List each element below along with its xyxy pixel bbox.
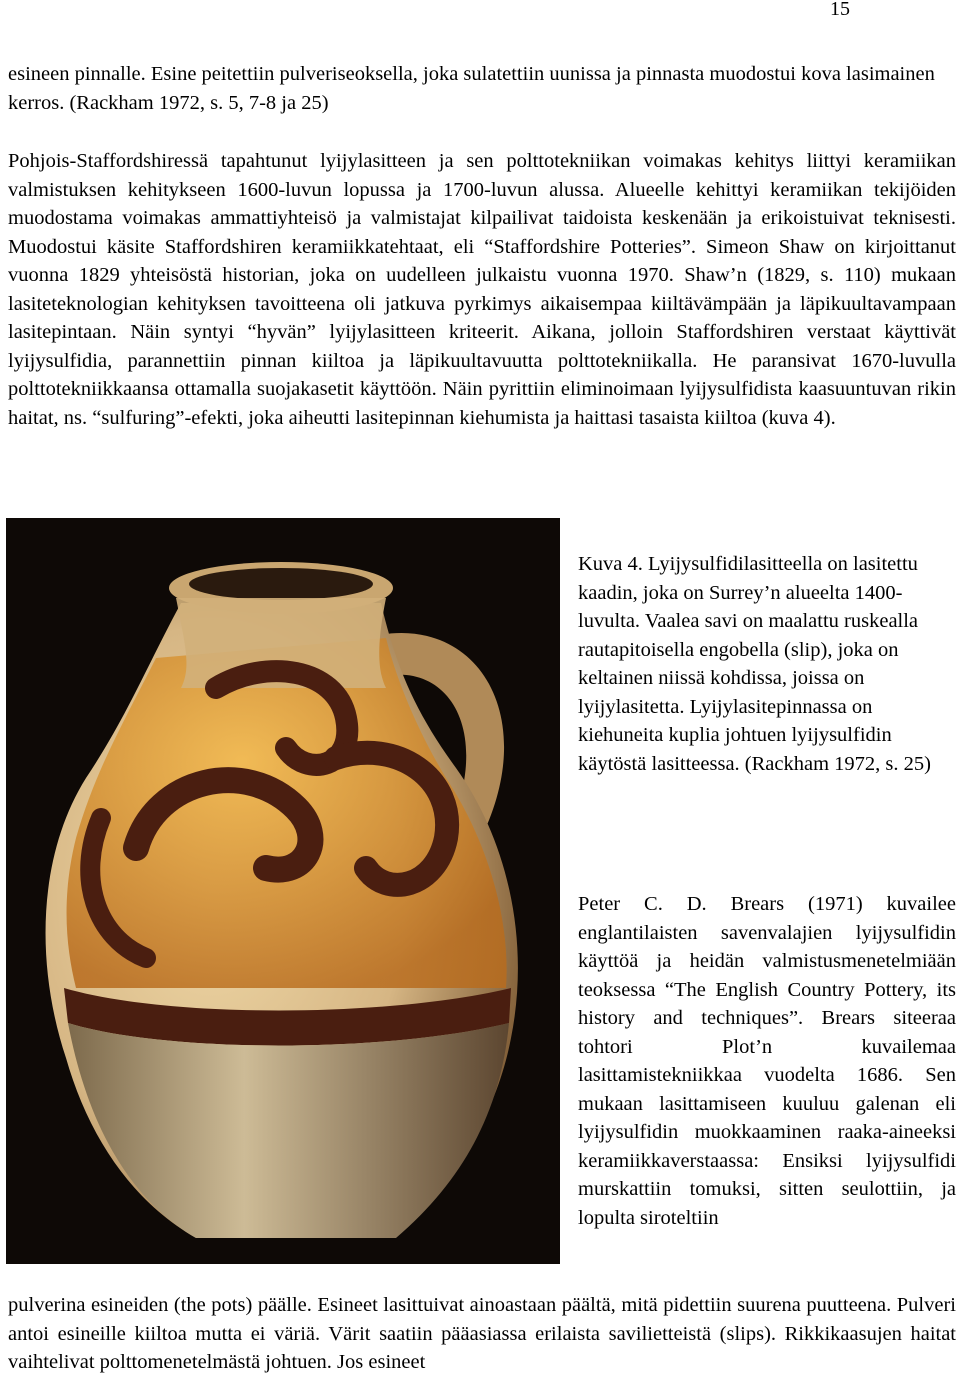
paragraph-2: Pohjois-Staffordshiressä tapahtunut lyijylasitteen ja sen polttotekniikan voimakas kehitys liittyi keramiikan valmistuksen kehitykseen 1600-luvun lopussa ja 1700-luvun alussa. Alueelle kehittyi keramiikan tekijöiden muodostama voimakas ammattiyhteisö ja valmistajat kilpailivat taidoista keskenään ja erikoistuivat teknisesti. Muodostui käsite Staffordshiren keramiikkatehtaat, eli “Staffordshire Potteries”. Simeon Shaw on kirjoittanut vuonna 1829 yhteisöstä historian, joka on uudelleen julkaistu vuonna 1970. Shaw’n (1829, s. 110) mukaan lasiteteknologian kehityksen tavoitteena oli jatkuva pyrkimys aikaisempaa kiiltävämpään ja läpikuultavampaan lasitepintaan. Näin syntyi “hyvän” lyijylasitteen kriteerit. Aikana, jolloin Staffordshiren verstaat käyttivät lyijysulfidia, parannettiin pinnan kiiltoa ja läpikuultavuutta polttotekniikalla. He paransivat 1670-luvulla polttotekniikkaansa ottamalla suojakasetit käyttöön. Näin pyrittiin eliminoimaan lyijysulfidista kaasuuntuvan rikin haitat, ns. “sulfuring”-efekti, joka aiheutti lasitepinnan kiehumista ja haittasi tasaista kiiltoa (kuva 4). [8,150,956,429]
figure-caption: Kuva 4. Lyijysulfidilasitteella on lasitettu kaadin, joka on Surrey’n alueelta 1400-luvulta. Vaalea savi on maalattu ruskealla rautapitoisella engobella (slip), joka on keltainen niissä kohdissa, joissa on lyijylasitetta. Lyijylasitepinnassa on kiehuneita kuplia johtuen lyijysulfidin käytöstä lasitteessa. (Rackham 1972, s. 25) [578,553,931,775]
paragraph-4: pulverina esineiden (the pots) päälle. Esineet lasittuivat ainoastaan päältä, mitä pidettiin suurena puutteena. Pulveri antoi esineille kiiltoa mutta ei väriä. Värit saatiin pääasiassa erilaista savilietteistä (slips). Rikkikaasujen haitat vaihtelivat polttomenetelmästä johtuen. Jos esineet [8,1294,956,1373]
paragraph-1: esineen pinnalle. Esine peitettiin pulveriseoksella, joka sulatettiin uunissa ja pinnasta muodostui kova lasimainen kerros. (Rackham 1972, s. 5, 7-8 ja 25) [8,63,935,114]
jug-illustration [6,518,560,1264]
paragraph-3: Peter C. D. Brears (1971) kuvailee englantilaisten savenvalajien lyijysulfidin käyttöä ja heidän valmistusmenetelmiään teoksessa “The English Country Pottery, its history and techniques”. Brears siteeraa tohtori Plot’n kuvailemaa lasittamistekniikkaa vuodelta 1686. Sen mukaan lasittamiseen kuuluu galenan eli lyijysulfidin muokkaaminen raaka-aineeksi keramiikkaverstaassa: Ensiksi lyijysulfidi murskattiin tomuksi, sitten seulottiin, ja lopulta siroteltiin [578,893,956,1229]
figure-jug-photo [6,518,560,1264]
page-number: 15 [830,0,850,20]
